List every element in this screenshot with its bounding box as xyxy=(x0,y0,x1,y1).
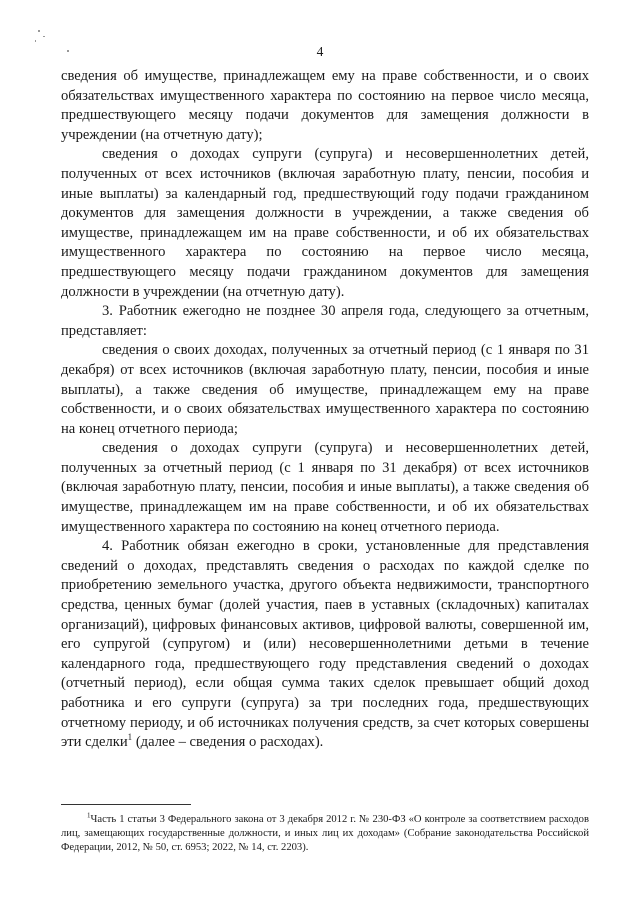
scan-speck xyxy=(43,36,45,37)
scan-speck xyxy=(38,30,40,32)
page-number: 4 xyxy=(316,44,324,59)
paragraph-3: 3. Работник ежегодно не позднее 30 апреля года, следующего за отчетным, представляет: xyxy=(61,303,589,339)
paragraph-5: сведения о доходах супруги (супруга) и несовершеннолетних детей, полученных за отчетный период (с 1 января по 31 декабря) от всех источников (включая заработную плату, пенсии, пособия и иные выплаты), а также сведения об имуществе, принадлежащем им на праве собственности, и об их обязательствах имущественного характера по состоянию на конец отчетного периода. xyxy=(61,440,589,535)
paragraph-2: сведения о доходах супруги (супруга) и несовершеннолетних детей, полученных от всех источников (включая заработную плату, пенсии, пособия и иные выплаты) за календарный год, предшествующий году подачи гражданином документов для замещения должности в учреждении, а также сведения об имуществе, принадлежащем им на праве собственности, и об их обязательствах имущественного характера по состоянию на первое число месяца, предшествующего месяцу подачи гражданином документов для замещения должности в учреждении (на отчетную дату). xyxy=(61,146,589,300)
paragraph-6 xyxy=(61,537,589,753)
footnote-marker: 1 xyxy=(87,811,91,820)
paragraph-4: сведения о своих доходах, полученных за отчетный период (с 1 января по 31 декабря) от всех источников (включая заработную плату, пенсии, пособия и иные выплаты), а также сведения об имуществе, принадлежащем ему на праве собственности, и о своих обязательствах имущественного характера по состоянию на конец отчетного периода; xyxy=(61,342,589,437)
footnote-divider xyxy=(61,804,191,805)
paragraph-1: сведения об имуществе, принадлежащем ему на праве собственности, и о своих обязательствах имущественного характера по состоянию на первое число месяца, предшествующего месяцу подачи документов для замещения должности в учреждении (на отчетную дату); xyxy=(61,68,589,143)
document-body xyxy=(61,67,589,753)
footnote xyxy=(61,813,589,856)
footnote-text: Часть 1 статьи 3 Федерального закона от 3 декабря 2012 г. № 230-ФЗ «О контроле за соответствием расходов лиц, замещающих государственные должности, и иных лиц их доходам» (Собрание законодательства Российской Федерации, 2012, № 50, ст. 6953; 2022, № 14, ст. 2203). xyxy=(61,814,589,854)
paragraph-6-text: 4. Работник обязан ежегодно в сроки, установленные для представления сведений о доходах, представлять сведения о расходах по каждой сделке по приобретению земельного участка, другого объекта недвижимости, транспортного средства, ценных бумаг (долей участия, паев в уставных (складочных) капиталах организаций), цифровых финансовых активов, цифровой валюты, совершенной им, его супругой (супругом) и (или) несовершеннолетними детьми в течение календарного года, предшествующего году представления сведений о доходах (отчетный период), если общая сумма таких сделок превышает общий доход работника и его супруги (супруга) за три последних года, предшествующих отчетному периоду, и об источниках получения средств, за счет которых совершены эти сделки xyxy=(61,538,589,751)
paragraph-6-tail: (далее – сведения о расходах). xyxy=(132,734,324,751)
footnote-reference[interactable]: 1 xyxy=(127,732,133,743)
scan-speck xyxy=(35,40,36,42)
